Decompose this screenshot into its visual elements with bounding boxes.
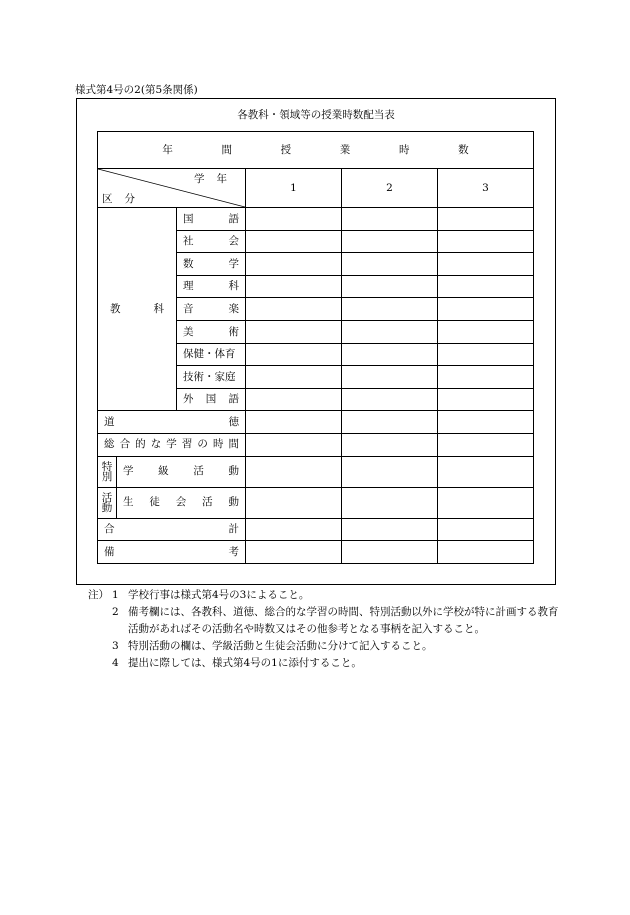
integrated-study-label-char: の bbox=[197, 438, 208, 451]
subject-9-grade-1-cell[interactable] bbox=[246, 388, 342, 411]
note-number: 4 bbox=[112, 657, 119, 669]
annual-hours-char: 時 bbox=[398, 143, 410, 156]
special-activity-item-char: 動 bbox=[228, 496, 239, 509]
annual-hours-header bbox=[98, 132, 534, 169]
special-activity-1-grade-1-cell[interactable] bbox=[246, 456, 342, 487]
integrated-study-label-cell bbox=[98, 433, 246, 456]
annual-hours-char: 間 bbox=[221, 143, 232, 156]
integrated-study-label-char: 的 bbox=[135, 438, 146, 451]
subject-4-grade-3-cell[interactable] bbox=[438, 275, 534, 298]
integrated-study-label-char: 総 bbox=[104, 438, 115, 451]
total-label bbox=[98, 524, 245, 535]
special-activity-2-grade-3-cell[interactable] bbox=[438, 487, 534, 518]
special-activity-item-char: 活 bbox=[193, 465, 204, 478]
subjects-group-cell bbox=[98, 208, 177, 411]
subject-name-char: 数 bbox=[183, 257, 194, 270]
subject-7-grade-1-cell[interactable] bbox=[246, 343, 342, 366]
remarks-label-cell bbox=[98, 541, 246, 564]
subject-name-char: 技術・家庭 bbox=[183, 370, 236, 383]
subject-1-grade-2-cell[interactable] bbox=[342, 208, 438, 231]
special-activity-item-char: 徒 bbox=[149, 496, 160, 509]
grade-label: 学年 bbox=[194, 173, 239, 185]
note-number: 1 bbox=[112, 589, 119, 601]
subject-name bbox=[177, 327, 245, 338]
subject-2-grade-2-cell[interactable] bbox=[342, 230, 438, 253]
subject-name-cell bbox=[177, 230, 246, 253]
total-grade-2-cell[interactable] bbox=[342, 518, 438, 541]
subject-name-cell bbox=[177, 208, 246, 231]
subject-4-grade-1-cell[interactable] bbox=[246, 275, 342, 298]
subject-3-grade-1-cell[interactable] bbox=[246, 253, 342, 276]
subject-name-char: 会 bbox=[228, 235, 239, 248]
subject-name-cell bbox=[177, 388, 246, 411]
subject-2-grade-1-cell[interactable] bbox=[246, 230, 342, 253]
integrated-study-label-char: 時 bbox=[212, 438, 224, 451]
subject-name bbox=[177, 259, 245, 270]
subjects-group-char: 科 bbox=[153, 302, 164, 315]
total-grade-1-cell[interactable] bbox=[246, 518, 342, 541]
subject-8-grade-2-cell[interactable] bbox=[342, 366, 438, 389]
special-activity-row bbox=[98, 487, 534, 518]
integrated-study-label-char: 学 bbox=[166, 438, 177, 451]
grade-1-header: 1 bbox=[246, 169, 342, 208]
table-title: 各教科・領域等の授業時数配当表 bbox=[237, 109, 395, 121]
integrated-study-label-char: 習 bbox=[181, 438, 193, 451]
grade-header-row bbox=[98, 169, 534, 208]
subject-7-grade-2-cell[interactable] bbox=[342, 343, 438, 366]
subject-4-grade-2-cell[interactable] bbox=[342, 275, 438, 298]
remarks-grade-2-cell[interactable] bbox=[342, 541, 438, 564]
annual-hours-char: 数 bbox=[458, 143, 469, 156]
notes-prefix: 注） bbox=[88, 589, 109, 601]
note-text: 学校行事は様式第4号の3によること。 bbox=[128, 589, 310, 601]
subject-name bbox=[177, 372, 245, 383]
subject-7-grade-3-cell[interactable] bbox=[438, 343, 534, 366]
moral-label-char: 道 bbox=[104, 415, 115, 428]
subject-6-grade-2-cell[interactable] bbox=[342, 320, 438, 343]
special-activity-char: 特 bbox=[101, 460, 113, 473]
subjects-group-label bbox=[98, 304, 176, 315]
subject-name-char: 音 bbox=[183, 302, 194, 315]
subject-name-char: 社 bbox=[183, 235, 194, 248]
special-activity-1-grade-3-cell[interactable] bbox=[438, 456, 534, 487]
subject-name-cell bbox=[177, 298, 246, 321]
special-activity-label-cell bbox=[98, 456, 246, 487]
note-spacer bbox=[88, 638, 112, 655]
subject-5-grade-1-cell[interactable] bbox=[246, 298, 342, 321]
subject-name bbox=[177, 214, 245, 225]
subject-3-grade-2-cell[interactable] bbox=[342, 253, 438, 276]
special-activity-2-grade-1-cell[interactable] bbox=[246, 487, 342, 518]
subject-name-cell bbox=[177, 275, 246, 298]
special-activity-wrap bbox=[98, 457, 245, 487]
subject-5-grade-2-cell[interactable] bbox=[342, 298, 438, 321]
special-activity-wrap bbox=[98, 488, 245, 518]
subject-9-grade-2-cell[interactable] bbox=[342, 388, 438, 411]
integrated-study-label-char: 合 bbox=[119, 438, 131, 451]
special-activity-char: 動 bbox=[101, 501, 113, 514]
hours-allocation-table bbox=[97, 131, 534, 564]
subject-1-grade-3-cell[interactable] bbox=[438, 208, 534, 231]
subject-name-cell bbox=[177, 320, 246, 343]
remarks-row bbox=[98, 541, 534, 564]
subject-name-cell bbox=[177, 343, 246, 366]
subject-name bbox=[177, 394, 245, 405]
division-label: 区分 bbox=[102, 192, 147, 205]
subject-row bbox=[98, 208, 534, 231]
note-text: 備考欄には、各教科、道徳、総合的な学習の時間、特別活動以外に学校が特に計画する教育活動があればその活動名や時数又はその他参考となる事柄を記入すること。 bbox=[128, 606, 559, 635]
subject-name-char: 術 bbox=[228, 325, 239, 338]
special-activity-item-char: 会 bbox=[175, 496, 187, 509]
subject-1-grade-1-cell[interactable] bbox=[246, 208, 342, 231]
integrated-study-label-char: 間 bbox=[228, 438, 239, 451]
subject-8-grade-3-cell[interactable] bbox=[438, 366, 534, 389]
special-activity-item-char: 生 bbox=[123, 496, 134, 509]
special-activity-item-char: 学 bbox=[123, 465, 134, 478]
note-spacer bbox=[88, 655, 112, 672]
total-label-char: 計 bbox=[228, 523, 239, 536]
subject-name-char: 美 bbox=[183, 325, 194, 338]
integrated-study-grade-1-cell[interactable] bbox=[246, 433, 342, 456]
special-activity-item-char: 活 bbox=[202, 496, 213, 509]
subject-6-grade-3-cell[interactable] bbox=[438, 320, 534, 343]
annual-hours-char: 授 bbox=[280, 143, 292, 156]
subject-name-char: 外 bbox=[183, 393, 194, 406]
special-activity-1-grade-2-cell[interactable] bbox=[342, 456, 438, 487]
special-activity-2-grade-2-cell[interactable] bbox=[342, 487, 438, 518]
moral-label bbox=[98, 417, 245, 428]
grade-2-header: 2 bbox=[342, 169, 438, 208]
total-label-char: 合 bbox=[104, 523, 115, 536]
subject-name-char: 語 bbox=[228, 212, 239, 225]
note-item bbox=[88, 604, 568, 638]
subject-name bbox=[177, 236, 245, 247]
subjects-group-char: 教 bbox=[110, 302, 121, 315]
form-frame bbox=[76, 98, 556, 585]
special-activity-row bbox=[98, 456, 534, 487]
special-activity-item-char: 級 bbox=[158, 465, 169, 478]
note-item bbox=[88, 655, 568, 672]
integrated-study-row bbox=[98, 433, 534, 456]
special-activity-item bbox=[117, 457, 245, 487]
special-activity-side bbox=[98, 488, 117, 518]
note-number: 2 bbox=[112, 606, 119, 618]
special-activity-side bbox=[98, 457, 117, 487]
moral-grade-3-cell[interactable] bbox=[438, 411, 534, 434]
subject-name-cell bbox=[177, 253, 246, 276]
note-item bbox=[88, 587, 568, 604]
moral-row bbox=[98, 411, 534, 434]
notes-section bbox=[88, 587, 568, 672]
annual-hours-char: 年 bbox=[162, 143, 173, 156]
subject-name-char: 保健・体育 bbox=[183, 348, 236, 361]
integrated-study-grade-3-cell[interactable] bbox=[438, 433, 534, 456]
special-activity-item bbox=[117, 488, 245, 518]
subject-name-char: 国 bbox=[183, 212, 194, 225]
subject-name bbox=[177, 281, 245, 292]
integrated-study-grade-2-cell[interactable] bbox=[342, 433, 438, 456]
note-text: 特別活動の欄は、学級活動と生徒会活動に分けて記入すること。 bbox=[128, 640, 433, 652]
grade-division-header bbox=[98, 169, 246, 208]
special-activity-item-char: 動 bbox=[228, 465, 239, 478]
moral-grade-2-cell[interactable] bbox=[342, 411, 438, 434]
remarks-label-char: 考 bbox=[228, 545, 239, 558]
special-activity-label-cell bbox=[98, 487, 246, 518]
subject-name-char: 科 bbox=[228, 280, 239, 293]
annual-hours-header-row bbox=[98, 132, 534, 169]
annual-hours-char: 業 bbox=[339, 143, 351, 156]
integrated-study-label-char: な bbox=[150, 438, 162, 451]
special-activity-char: 活 bbox=[101, 491, 113, 504]
total-grade-3-cell[interactable] bbox=[438, 518, 534, 541]
subject-name bbox=[177, 349, 245, 360]
remarks-label bbox=[98, 547, 245, 558]
moral-label-char: 徳 bbox=[228, 415, 239, 428]
moral-grade-1-cell[interactable] bbox=[246, 411, 342, 434]
total-label-cell bbox=[98, 518, 246, 541]
form-number-label: 様式第4号の2(第5条関係) bbox=[75, 84, 198, 96]
note-number: 3 bbox=[112, 640, 119, 652]
special-activity-char: 別 bbox=[101, 470, 113, 483]
total-row bbox=[98, 518, 534, 541]
remarks-label-char: 備 bbox=[104, 545, 115, 558]
subject-8-grade-1-cell[interactable] bbox=[246, 366, 342, 389]
subject-name-char: 語 bbox=[228, 393, 239, 406]
note-text: 提出に際しては、様式第4号の1に添付すること。 bbox=[128, 657, 362, 669]
subject-5-grade-3-cell[interactable] bbox=[438, 298, 534, 321]
subject-2-grade-3-cell[interactable] bbox=[438, 230, 534, 253]
integrated-study-label bbox=[98, 439, 245, 450]
moral-label-cell bbox=[98, 411, 246, 434]
subject-9-grade-3-cell[interactable] bbox=[438, 388, 534, 411]
remarks-grade-3-cell[interactable] bbox=[438, 541, 534, 564]
subject-3-grade-3-cell[interactable] bbox=[438, 253, 534, 276]
subject-6-grade-1-cell[interactable] bbox=[246, 320, 342, 343]
subject-name-char: 理 bbox=[183, 280, 194, 293]
note-item bbox=[88, 638, 568, 655]
subject-name-cell bbox=[177, 366, 246, 389]
note-spacer bbox=[88, 604, 112, 638]
grade-3-header: 3 bbox=[438, 169, 534, 208]
subject-name-char: 学 bbox=[228, 257, 239, 270]
remarks-grade-1-cell[interactable] bbox=[246, 541, 342, 564]
subject-name-char: 国 bbox=[205, 393, 217, 406]
subject-name-char: 楽 bbox=[228, 302, 239, 315]
subject-name bbox=[177, 304, 245, 315]
